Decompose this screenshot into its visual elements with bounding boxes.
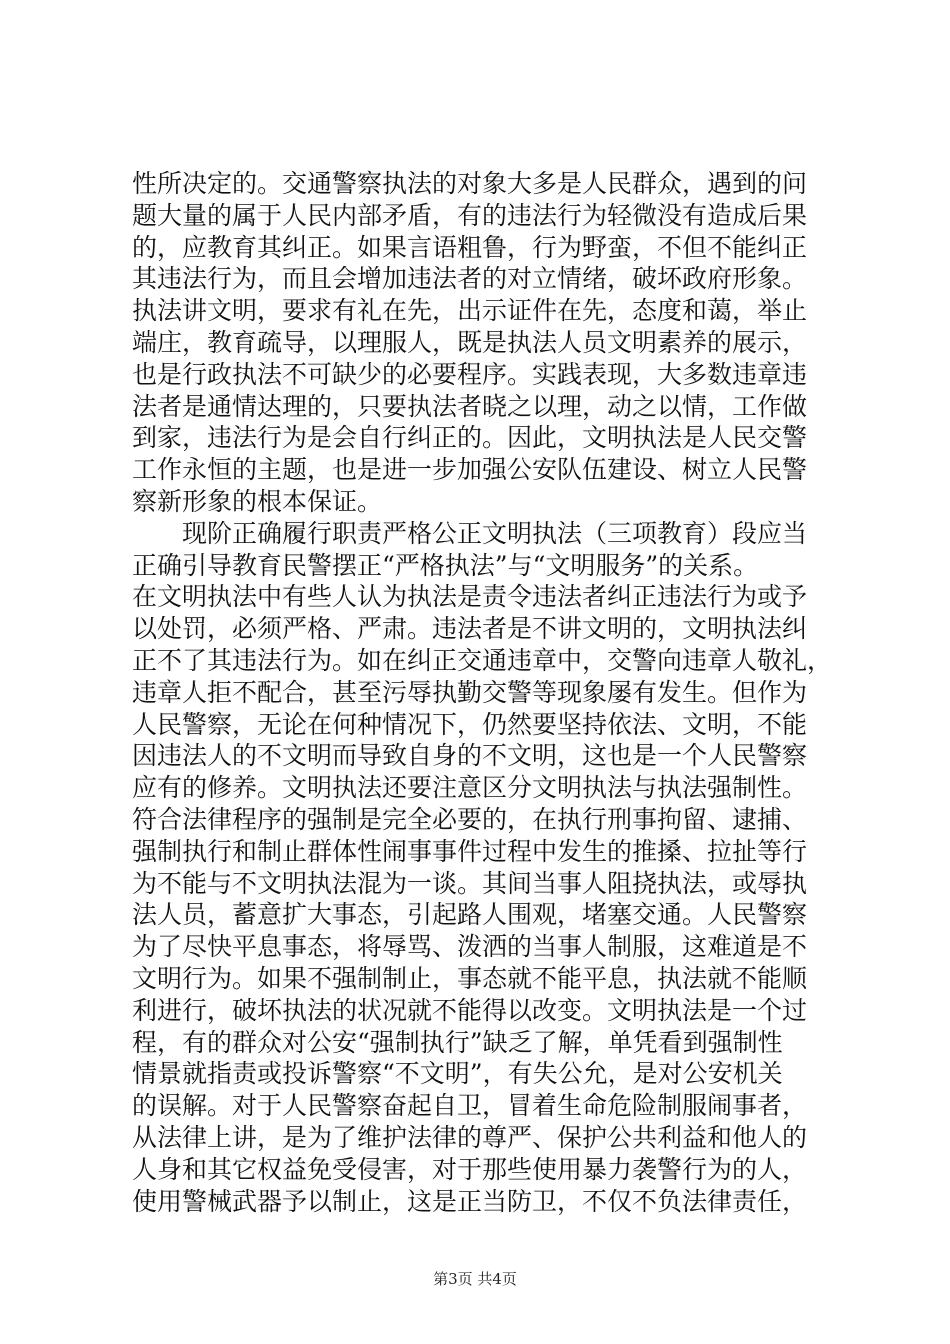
text-line: 正不了其违法行为。如在纠正交通违章中，交警向违章人敬礼，: [132, 645, 832, 675]
text-line: 违章人拒不配合，甚至污辱执勤交警等现象屡有发生。但作为: [132, 677, 808, 707]
text-line: 端庄，教育疏导，以理服人，既是执法人员文明素养的展示，: [132, 327, 808, 357]
text-line: 工作永恒的主题，也是进一步加强公安队伍建设、树立人民警: [132, 455, 808, 485]
text-line: 现阶正确履行职责严格公正文明执法（三项教育）段应当: [182, 518, 808, 548]
text-line: 以处罚，必须严格、严肃。违法者是不讲文明的，文明执法纠: [132, 614, 808, 644]
text-line: 强制执行和制止群体性闹事事件过程中发生的推搡、拉扯等行: [132, 836, 808, 866]
text-line: 因违法人的不文明而导致自身的不文明，这也是一个人民警察: [132, 741, 808, 771]
text-line: 到家，违法行为是会自行纠正的。因此，文明执法是人民交警: [132, 423, 808, 453]
text-line: 法者是通情达理的，只要执法者晓之以理，动之以情，工作做: [132, 391, 808, 421]
text-line: 的误解。对于人民警察奋起自卫，冒着生命危险制服闹事者，: [132, 1091, 808, 1121]
text-line: 文明行为。如果不强制制止，事态就不能平息，执法就不能顺: [132, 963, 808, 993]
text-line: 的，应教育其纠正。如果言语粗鲁，行为野蛮，不但不能纠正: [132, 232, 808, 262]
text-line: 从法律上讲，是为了维护法律的尊严、保护公共利益和他人的: [132, 1122, 808, 1152]
paragraph-1: [132, 168, 832, 518]
text-line: 性所决定的。交通警察执法的对象大多是人民群众，遇到的问: [132, 169, 808, 198]
document-body: [132, 168, 832, 1217]
text-line: 情景就指责或投诉警察“不文明”，有失公允，是对公安机关: [132, 1059, 783, 1089]
page-footer: 第3页 共4页: [433, 1270, 517, 1288]
text-line: 人民警察，无论在何种情况下，仍然要坚持依法、文明，不能: [132, 709, 808, 739]
text-line: 察新形象的根本保证。: [132, 486, 383, 516]
text-line: 法人员，蓄意扩大事态，引起路人围观，堵塞交通。人民警察: [132, 900, 808, 930]
text-line: 符合法律程序的强制是完全必要的，在执行刑事拘留、逮捕、: [132, 804, 808, 834]
text-line: 使用警械武器予以制止，这是正当防卫，不仅不负法律责任，: [132, 1186, 808, 1216]
text-line: 为不能与不文明执法混为一谈。其间当事人阻挠执法，或辱执: [132, 868, 808, 898]
text-line: 在文明执法中有些人认为执法是责令违法者纠正违法行为或予: [132, 582, 808, 612]
text-line: 也是行政执法不可缺少的必要程序。实践表现，大多数违章违: [132, 359, 808, 389]
text-line: 应有的修养。文明执法还要注意区分文明执法与执法强制性。: [132, 773, 808, 803]
text-line: 为了尽快平息事态，将辱骂、泼洒的当事人制服，这难道是不: [132, 932, 808, 962]
text-line: 正确引导教育民警摆正“严格执法”与“文明服务”的关系。: [132, 550, 759, 580]
text-line: 人身和其它权益免受侵害，对于那些使用暴力袭警行为的人，: [132, 1154, 808, 1184]
paragraph-2: [132, 518, 832, 1218]
text-line: 利进行，破坏执法的状况就不能得以改变。文明执法是一个过: [132, 995, 808, 1025]
text-line: 题大量的属于人民内部矛盾，有的违法行为轻微没有造成后果: [132, 200, 808, 230]
text-line: 执法讲文明，要求有礼在先，出示证件在先，态度和蔼，举止: [132, 296, 808, 326]
text-line: 其违法行为，而且会增加违法者的对立情绪，破坏政府形象。: [132, 264, 808, 294]
text-line: 程，有的群众对公安“强制执行”缺乏了解，单凭看到强制性: [132, 1027, 783, 1057]
